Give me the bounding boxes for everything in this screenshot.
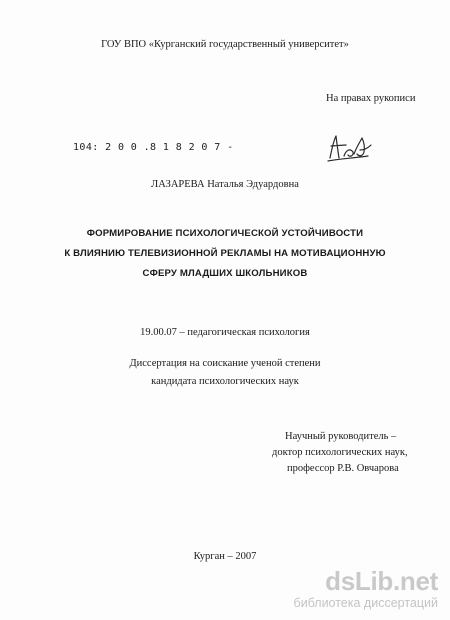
supervisor-line-3: профессор Р.В. Овчарова [287,463,399,474]
watermark-logo: dsLib.net [325,566,438,596]
supervisor-line-2: доктор психологических наук, [272,447,408,458]
watermark-subtitle: библиотека диссертаций [293,596,438,610]
dslib-watermark [280,566,440,612]
dissertation-line-1: Диссертация на соискание ученой степени [129,358,321,369]
author-name: ЛАЗАРЕВА Наталья Эдуардовна [151,179,299,190]
specialty-code: 19.00.07 – педагогическая психология [140,327,310,338]
supervisor-line-1: Научный руководитель – [285,431,397,442]
dissertation-line-2: кандидата психологических наук [151,376,299,387]
thesis-title-line-3: СФЕРУ МЛАДШИХ ШКОЛЬНИКОВ [142,268,308,279]
thesis-title-line-2: К ВЛИЯНИЮ ТЕЛЕВИЗИОННОЙ РЕКЛАМЫ НА МОТИВАЦИОННУЮ [64,248,386,259]
handwritten-signature [324,128,374,168]
rights-note: На правах рукописи [326,93,416,104]
city-year: Курган – 2007 [193,551,257,562]
thesis-title-line-1: ФОРМИРОВАНИЕ ПСИХОЛОГИЧЕСКОЙ УСТОЙЧИВОСТИ [86,228,364,239]
inventory-stamp: 104: 2 0 0 .8 1 8 2 0 7 - [73,142,234,153]
university-name: ГОУ ВПО «Курганский государственный университет» [101,39,349,50]
